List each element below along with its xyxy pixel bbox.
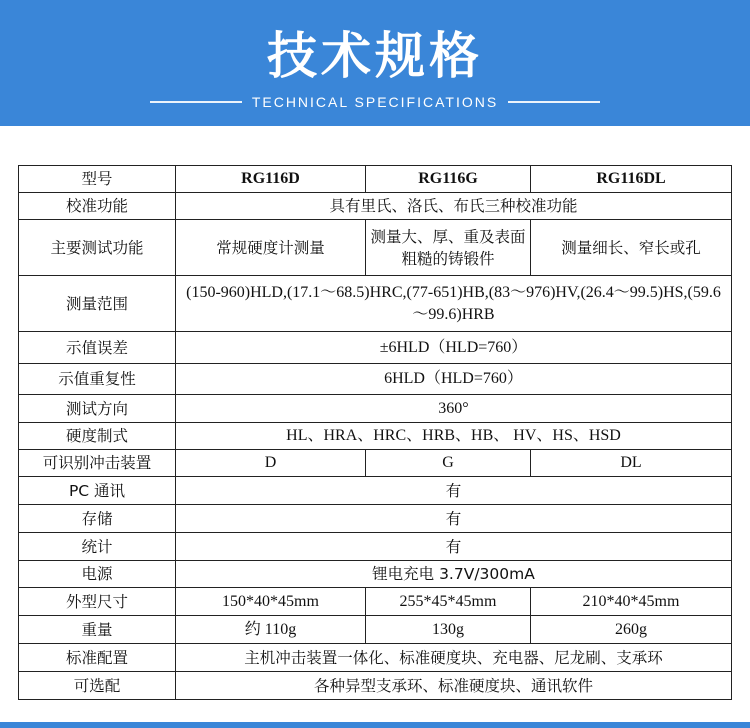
row-value: 360° — [176, 395, 732, 423]
row-value: 210*40*45mm — [531, 588, 732, 616]
header-banner — [0, 0, 750, 126]
table-row-pc — [19, 477, 732, 505]
row-label: 可识别冲击装置 — [19, 450, 176, 477]
row-label: 型号 — [19, 166, 176, 193]
table-row-storage — [19, 505, 732, 533]
table-row-model — [19, 166, 732, 193]
table-row-scales — [19, 423, 732, 450]
row-value: 150*40*45mm — [176, 588, 366, 616]
table-row-power — [19, 561, 732, 588]
page-title: 技术规格 — [267, 27, 483, 85]
row-label: PC 通讯 — [19, 477, 176, 505]
row-label: 硬度制式 — [19, 423, 176, 450]
row-value: 约 110g — [176, 616, 366, 644]
row-label: 主要测试功能 — [19, 220, 176, 276]
table-row-repeatability — [19, 364, 732, 395]
subtitle-row — [0, 92, 750, 112]
row-value: ±6HLD（HLD=760） — [176, 332, 732, 364]
divider-right — [508, 101, 600, 103]
row-value: 主机冲击装置一体化、标准硬度块、充电器、尼龙刷、支承环 — [176, 644, 732, 672]
row-value: HL、HRA、HRC、HRB、HB、 HV、HS、HSD — [176, 423, 732, 450]
row-value: 6HLD（HLD=760） — [176, 364, 732, 395]
row-label: 测量范围 — [19, 276, 176, 332]
row-label: 校准功能 — [19, 193, 176, 220]
row-value: 锂电充电 3.7V/300mA — [176, 561, 732, 588]
row-value: D — [176, 450, 366, 477]
row-label: 标准配置 — [19, 644, 176, 672]
table-row-optional — [19, 672, 732, 700]
row-value: DL — [531, 450, 732, 477]
page-subtitle: TECHNICAL SPECIFICATIONS — [251, 94, 499, 110]
row-value: G — [366, 450, 531, 477]
table-row-statistics — [19, 533, 732, 561]
row-label: 统计 — [19, 533, 176, 561]
table-row-standard — [19, 644, 732, 672]
divider-left — [150, 101, 242, 103]
table-row-dimensions — [19, 588, 732, 616]
row-value: (150-960)HLD,(17.1～68.5)HRC,(77-651)HB,(83～976)HV,(26.4～99.5)HS,(59.6～99.6)HRB — [176, 276, 732, 332]
row-value: 130g — [366, 616, 531, 644]
table-row-weight — [19, 616, 732, 644]
row-value: 具有里氏、洛氏、布氏三种校准功能 — [176, 193, 732, 220]
table-row-direction — [19, 395, 732, 423]
row-value: 测量细长、窄长或孔 — [531, 220, 732, 276]
table-row-range — [19, 276, 732, 332]
row-value: 测量大、厚、重及表面粗糙的铸锻件 — [366, 220, 531, 276]
row-label: 重量 — [19, 616, 176, 644]
model-header: RG116G — [366, 166, 531, 193]
row-value: 常规硬度计测量 — [176, 220, 366, 276]
row-value: 260g — [531, 616, 732, 644]
row-value: 有 — [176, 533, 732, 561]
row-label: 电源 — [19, 561, 176, 588]
model-header: RG116DL — [531, 166, 732, 193]
table-row-impact — [19, 450, 732, 477]
row-label: 存储 — [19, 505, 176, 533]
table-row-error — [19, 332, 732, 364]
row-value: 各种异型支承环、标准硬度块、通讯软件 — [176, 672, 732, 700]
spec-table — [18, 165, 732, 700]
row-value: 255*45*45mm — [366, 588, 531, 616]
row-label: 测试方向 — [19, 395, 176, 423]
table-row-main-function — [19, 220, 732, 276]
table-row-calibration — [19, 193, 732, 220]
footer-bar — [0, 722, 750, 728]
row-label: 可选配 — [19, 672, 176, 700]
row-label: 示值误差 — [19, 332, 176, 364]
row-value: 有 — [176, 505, 732, 533]
row-value: 有 — [176, 477, 732, 505]
row-label: 示值重复性 — [19, 364, 176, 395]
row-label: 外型尺寸 — [19, 588, 176, 616]
model-header: RG116D — [176, 166, 366, 193]
